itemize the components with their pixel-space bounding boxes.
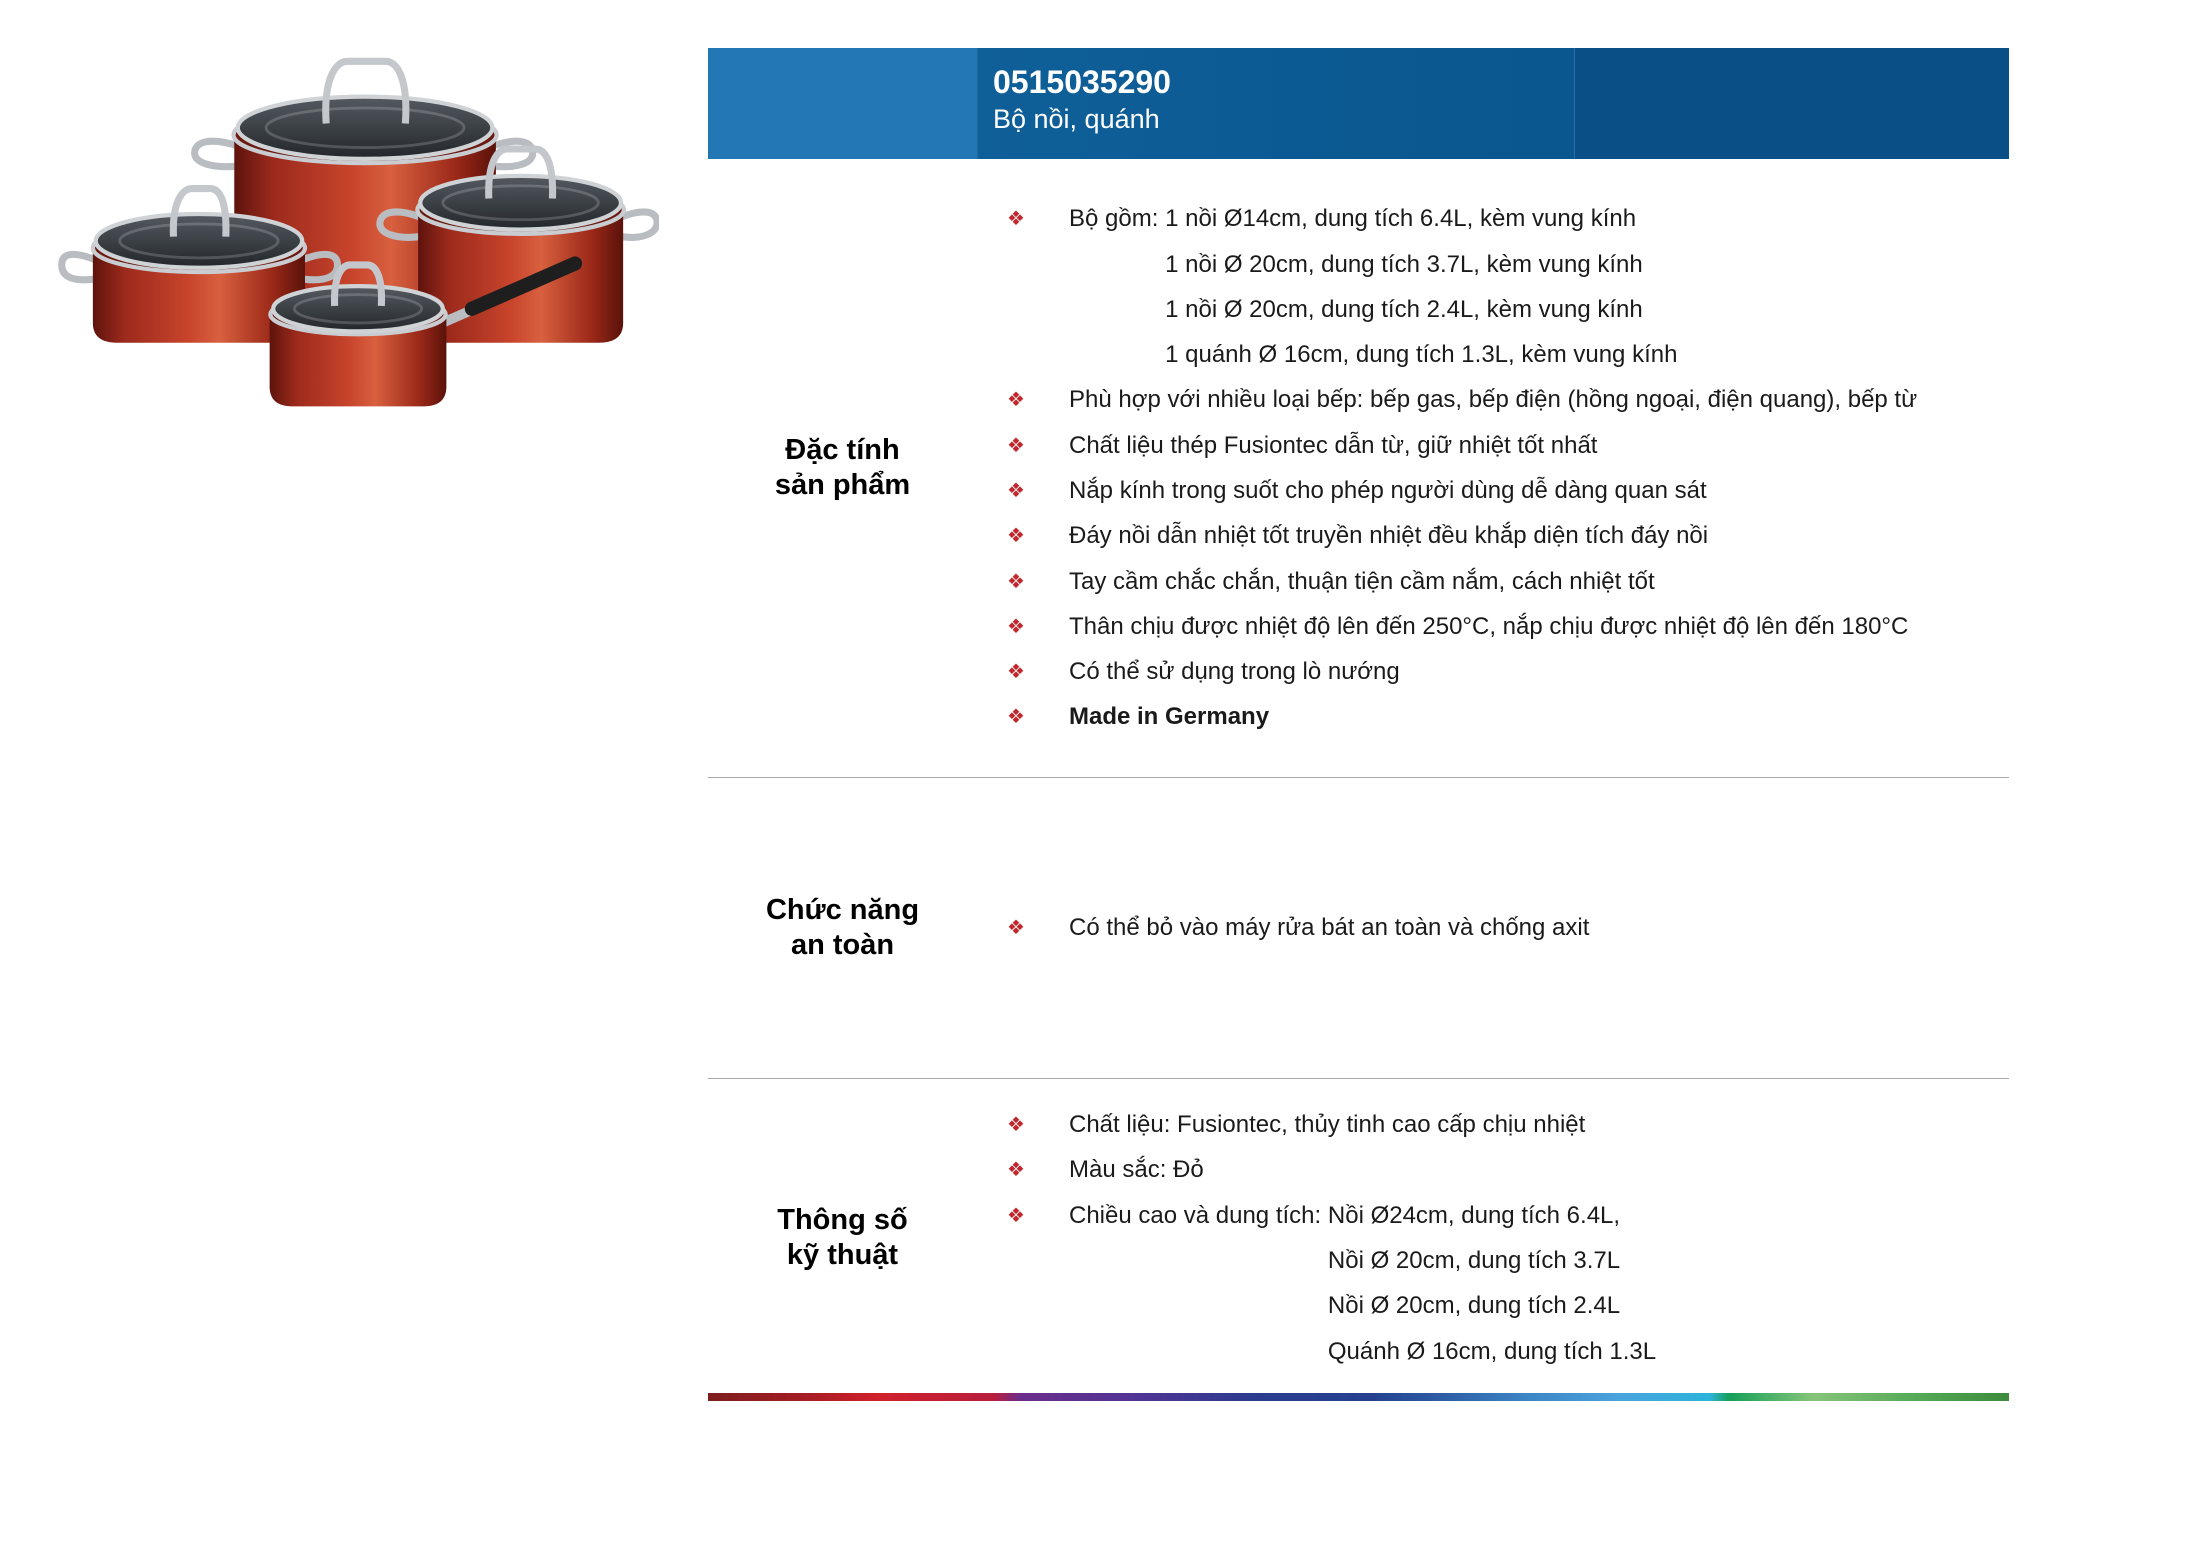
diamond-bullet-icon [1007,1102,1069,1147]
safety-list [1007,905,2007,950]
section-title-line: an toàn [790,929,895,961]
section-divider [708,1078,2009,1079]
item-text: Chất liệu: Fusiontec, thủy tinh cao cấp chịu nhiệt [1069,1111,1586,1139]
header-label-cell [708,48,977,159]
item-lines [1328,1193,1656,1374]
diamond-bullet-icon [1007,649,1069,694]
safety-section [708,778,2009,1078]
diamond-bullet-icon [1007,468,1069,513]
safety-title [708,893,977,963]
diamond-bullet-icon [1007,1147,1069,1192]
diamond-bullet-icon [1007,694,1069,739]
item-text: Tay cầm chắc chắn, thuận tiện cầm nắm, cách nhiệt tốt [1069,567,1655,595]
list-item [1007,468,2007,513]
specifications-section [708,1079,2009,1397]
list-item [1007,559,2007,604]
specifications-title [708,1203,977,1273]
item-text: Phù hợp với nhiều loại bếp: bếp gas, bếp điện (hồng ngoại, điện quang), bếp từ [1069,386,1918,414]
features-section [708,159,2009,777]
list-item [1007,604,2007,649]
item-lines [1165,196,1677,377]
item-text: Có thể sử dụng trong lò nướng [1069,658,1400,686]
features-title [708,433,977,503]
header-empty-cell [1575,48,2009,159]
cookware-set-image [57,50,659,412]
header-title-cell [977,48,1575,159]
item-text: Thân chịu được nhiệt độ lên đến 250°C, nắp chịu được nhiệt độ lên đến 180°C [1069,612,1909,640]
item-line: 1 nồi Ø 20cm, dung tích 3.7L, kèm vung kính [1165,250,1643,278]
list-item [1007,377,2007,422]
diamond-bullet-icon [1007,559,1069,604]
product-code: 0515035290 [993,64,1171,100]
diamond-bullet-icon [1007,905,1069,950]
section-title-line: sản phẩm [774,469,911,501]
diamond-bullet-icon [1007,604,1069,649]
specifications-list [1007,1102,2007,1374]
section-title-line: Chức năng [765,894,920,926]
item-line: Quánh Ø 16cm, dung tích 1.3L [1327,1337,1657,1365]
list-item [1007,649,2007,694]
item-line: Nồi Ø 20cm, dung tích 3.7L [1327,1247,1621,1274]
item-text: Màu sắc: Đỏ [1069,1156,1204,1184]
list-item [1007,1193,2007,1374]
diamond-bullet-icon [1007,196,1069,377]
brand-color-bar [708,1393,2009,1401]
section-title-line: kỹ thuật [786,1239,899,1271]
diamond-bullet-icon [1007,377,1069,422]
section-divider [708,777,2009,778]
header-bar [708,48,2009,159]
item-line: Nồi Ø 20cm, dung tích 2.4L [1327,1292,1621,1320]
list-item [1007,694,2007,739]
list-item [1007,1102,2007,1147]
list-item [1007,423,2007,468]
item-prefix: Bộ gồm: [1069,205,1159,233]
item-text: Có thể bỏ vào máy rửa bát an toàn và chống axit [1069,914,1590,942]
item-text: Đáy nồi dẫn nhiệt tốt truyền nhiệt đều khắp diện tích đáy nồi [1069,522,1709,550]
diamond-bullet-icon [1007,423,1069,468]
section-title-line: Đặc tính [785,434,900,466]
list-item [1007,513,2007,558]
item-prefix: Chiều cao và dung tích: [1069,1201,1322,1229]
item-line: Nồi Ø24cm, dung tích 6.4L, [1327,1201,1621,1229]
section-title-line: Thông số [777,1204,908,1236]
item-text: Chất liệu thép Fusiontec dẫn từ, giữ nhiệt tốt nhất [1069,431,1598,459]
diamond-bullet-icon [1007,1193,1069,1374]
item-line: 1 nồi Ø14cm, dung tích 6.4L, kèm vung kính [1165,205,1637,233]
item-line: 1 quánh Ø 16cm, dung tích 1.3L, kèm vung kính [1165,341,1678,369]
item-text: Made in Germany [1069,703,1270,731]
list-item [1007,196,2007,377]
diamond-bullet-icon [1007,513,1069,558]
list-item [1007,905,2007,950]
product-name: Bộ nồi, quánh [993,104,1160,134]
item-line: 1 nồi Ø 20cm, dung tích 2.4L, kèm vung kính [1165,295,1643,323]
item-text: Nắp kính trong suốt cho phép người dùng dễ dàng quan sát [1069,477,1707,504]
features-list [1007,196,2007,740]
list-item [1007,1147,2007,1192]
